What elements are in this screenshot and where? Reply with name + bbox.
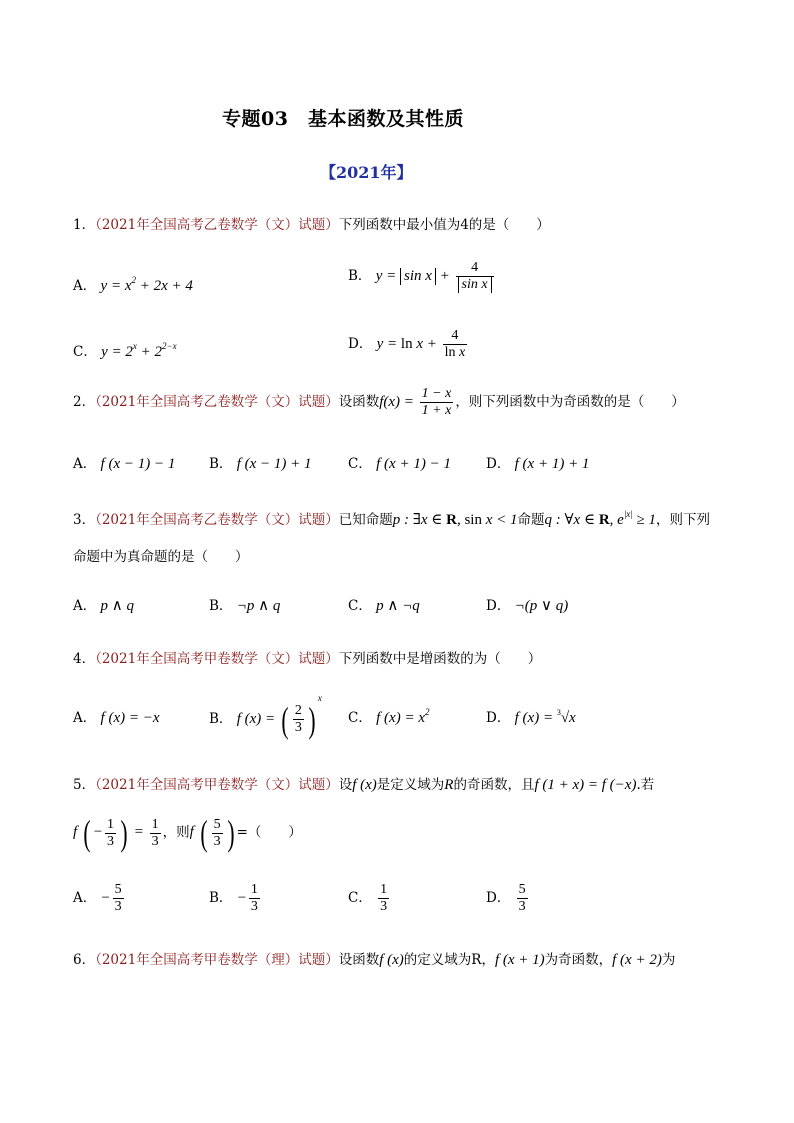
question-number: 5．: [73, 777, 96, 793]
stem-text: 为奇函数，: [544, 952, 613, 968]
q5-option-c: C． $\frac{1}{3}$: [348, 882, 388, 914]
stem-text: =（ ）: [236, 824, 302, 841]
question-number: 4．: [73, 651, 96, 667]
question-source: （2021年全国高考甲卷数学（文）试题）: [95, 777, 339, 793]
question-5: 5．（2021年全国高考甲卷数学（文）试题）设f (x)是定义域为R的奇函数，且f (1 + x) = f (−x).若: [73, 777, 655, 793]
stem-text: 的奇函数，且: [453, 777, 535, 793]
section-year-header: 【2021年】: [320, 163, 413, 182]
question-source: （2021年全国高考乙卷数学（文）试题）: [95, 217, 339, 233]
stem-text: 命题: [517, 512, 545, 528]
option-label: D．: [486, 710, 511, 726]
q4-option-d: D． f (x) = $^3$√x: [486, 708, 576, 726]
q3-option-d: D． ¬(p ∨ q): [486, 598, 569, 614]
question-stem: 下列函数中是增函数的为（ ）: [338, 651, 542, 667]
question-stem: 下列函数中最小值为4的是（ ）: [338, 217, 550, 233]
option-label: B．: [209, 598, 233, 614]
option-label: B．: [209, 889, 233, 906]
stem-text: 是定义域为: [376, 777, 445, 793]
q3-option-a: A． p ∧ q: [73, 598, 135, 614]
option-label: C．: [348, 456, 372, 472]
question-number: 6．: [73, 952, 96, 968]
question-source: （2021年全国高考乙卷数学（文）试题）: [95, 393, 339, 410]
option-label: B．: [209, 711, 233, 727]
q4-option-c: C． f $(x) = x^2$: [348, 707, 430, 726]
option-label: A．: [73, 456, 97, 472]
option-label: D．: [486, 889, 511, 906]
stem-text: 已知命题: [338, 512, 393, 528]
option-label: D．: [486, 456, 511, 472]
stem-text: 的定义域为R，: [403, 952, 495, 968]
stem-text: 设函数: [338, 393, 380, 410]
question-6: 6．（2021年全国高考甲卷数学（理）试题）设函数f (x)的定义域为R，f (x + 1)为奇函数，f (x + 2)为: [73, 952, 676, 968]
q1-option-c: C． $y = 2^x + 2^{2-x}$: [73, 341, 177, 360]
question-number: 1．: [73, 217, 96, 233]
q3-option-b: B． ¬p ∧ q: [209, 598, 281, 614]
page-title: 专题03 基本函数及其性质: [222, 108, 464, 130]
q5-option-d: D． $\frac{5}{3}$: [486, 882, 526, 914]
option-label: D．: [486, 598, 511, 614]
question-4: [73, 647, 541, 667]
question-source: （2021年全国高考甲卷数学（理）试题）: [95, 952, 339, 968]
q4-option-b: B． f (x) = ( $\frac{2}{3}$ )$^x$: [209, 693, 322, 740]
option-label: A．: [73, 889, 97, 906]
stem-text: ，则: [162, 824, 190, 841]
question-source: （2021年全国高考甲卷数学（文）试题）: [95, 651, 339, 667]
stem-text: ，则下列: [656, 512, 711, 528]
question-3: 3．（2021年全国高考乙卷数学（文）试题）已知命题p : ∃x ∈ R, sin x < 1命题q : ∀x ∈ R, $e^{|x|} \ge 1$，则下列: [73, 509, 711, 528]
stem-text: 为: [661, 952, 676, 968]
option-label: C．: [73, 344, 97, 360]
question-number: 3．: [73, 512, 96, 528]
stem-text: ，则下列函数中为奇函数的是（ ）: [455, 393, 685, 410]
q1-option-a: A． $y = x^2 + 2x + 4$: [73, 275, 193, 294]
option-label: B．: [348, 267, 372, 284]
option-label: C．: [348, 710, 372, 726]
option-label: A．: [73, 710, 97, 726]
q1-option-d: D． y = ln x + $\frac{4}{\text{ln x}}$: [348, 328, 466, 360]
option-label: A．: [73, 598, 97, 614]
q2-option-b: B． f (x − 1) + 1: [209, 456, 312, 472]
q5-option-a: A． − $\frac{5}{3}$: [73, 882, 122, 914]
q1-option-b: B． y = sin x + $\frac{4}{\text{sin x}}$: [348, 260, 496, 293]
question-source: （2021年全国高考乙卷数学（文）试题）: [95, 512, 339, 528]
option-label: C．: [348, 598, 372, 614]
question-2: 2．（2021年全国高考乙卷数学（文）试题）设函数f(x) = $\frac{1 - x}{1 + x}$ ，则下列函数中为奇函数的是（ ）: [73, 386, 685, 418]
question-1: [73, 213, 550, 233]
stem-text: .若: [636, 777, 655, 793]
question-5-line-2: f ( − $\frac{1}{3}$ ) = $\frac{1}{3}$ ，则f ( $\frac{5}{3}$ ) =（ ）: [73, 813, 302, 853]
q2-option-d: D． f (x + 1) + 1: [486, 456, 590, 472]
question-3-line-2: 命题中为真命题的是（ ）: [73, 549, 249, 565]
q4-option-a: A． f (x) = −x: [73, 710, 160, 726]
q2-option-a: A． f (x − 1) − 1: [73, 456, 176, 472]
stem-text: 设函数: [338, 952, 380, 968]
q3-option-c: C． p ∧ ¬q: [348, 598, 420, 614]
question-number: 2．: [73, 393, 96, 410]
stem-text: 设: [338, 777, 353, 793]
q2-option-c: C． f (x + 1) − 1: [348, 456, 451, 472]
q5-option-b: B． − $\frac{1}{3}$: [209, 882, 258, 914]
option-label: C．: [348, 889, 372, 906]
option-label: A．: [73, 278, 97, 294]
option-label: D．: [348, 335, 373, 352]
option-label: B．: [209, 456, 233, 472]
